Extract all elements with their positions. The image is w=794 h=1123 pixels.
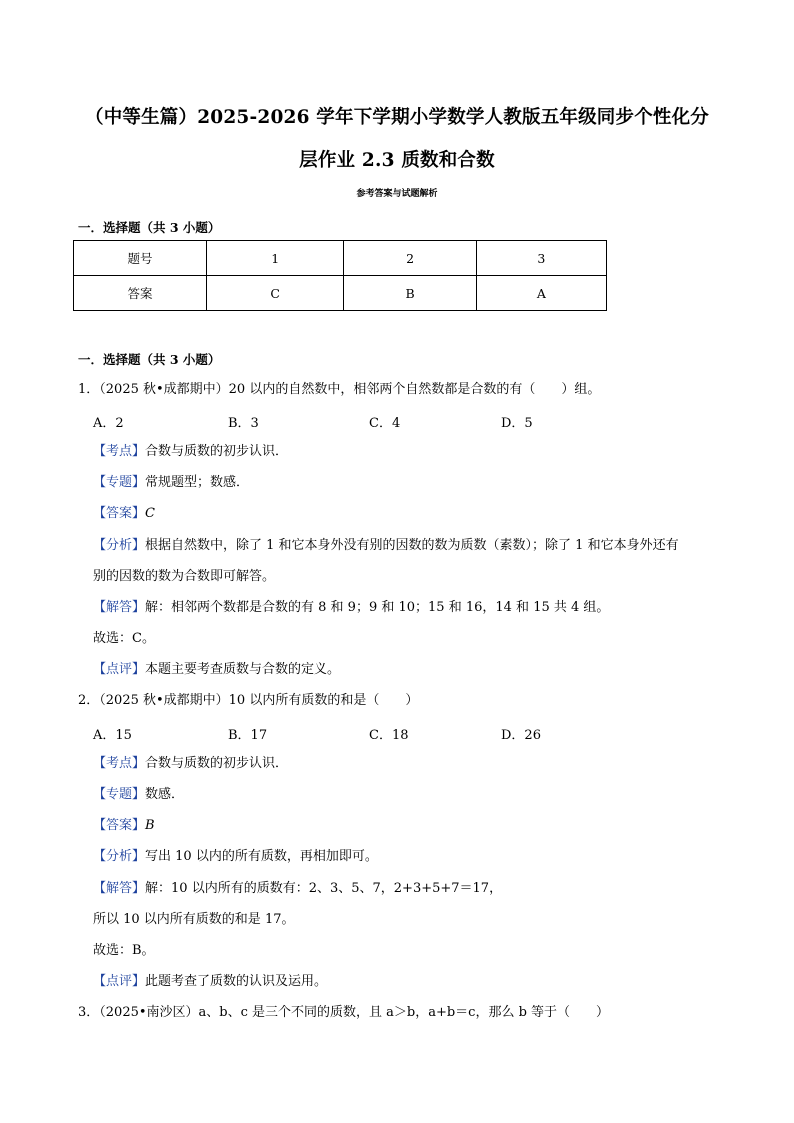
q1-option-c: C．4 bbox=[369, 416, 401, 431]
q2-fenxi-text: 写出 10 以内的所有质数，再相加即可。 bbox=[145, 849, 378, 864]
tag-kaodian: 【考点】 bbox=[93, 444, 146, 459]
tag-jieda: 【解答】 bbox=[93, 881, 146, 896]
q2-dianping bbox=[93, 973, 327, 991]
q2-dianping-text: 此题考查了质数的认识及运用。 bbox=[145, 974, 328, 989]
q2-option-d: D．26 bbox=[501, 728, 541, 743]
document-title-line2: 层作业 2.3 质数和合数 bbox=[299, 150, 495, 171]
table-cell-number: 1 bbox=[207, 241, 344, 276]
table-row bbox=[74, 276, 607, 311]
table-header-label: 题号 bbox=[74, 241, 207, 276]
question-2-stem: 2．（2025 秋•成都期中）10 以内所有质数的和是（ ） bbox=[78, 693, 419, 708]
q1-answer: C bbox=[145, 506, 155, 521]
q1-zhuanti bbox=[93, 474, 249, 492]
q2-guxuan: 故选：B。 bbox=[93, 943, 155, 958]
tag-zhuanti: 【专题】 bbox=[93, 787, 146, 802]
q2-jieda bbox=[93, 880, 502, 898]
q1-dianping-text: 本题主要考查质数与合数的定义。 bbox=[145, 662, 341, 677]
q2-jieda-text: 解：10 以内所有的质数有：2、3、5、7，2+3+5+7＝17， bbox=[145, 881, 503, 896]
section-heading: 一．选择题（共 3 小题） bbox=[78, 220, 221, 235]
q2-option-b: B．17 bbox=[228, 728, 268, 743]
table-cell-answer: C bbox=[207, 276, 344, 311]
section-heading-repeat: 一．选择题（共 3 小题） bbox=[78, 352, 221, 367]
q2-answer: B bbox=[145, 818, 155, 833]
tag-fenxi: 【分析】 bbox=[93, 849, 146, 864]
q1-kaodian bbox=[93, 443, 288, 461]
q1-jieda-text: 解：相邻两个数都是合数的有 8 和 9；9 和 10；15 和 16，14 和 15 共 4 组。 bbox=[145, 600, 610, 615]
q2-option-a: A．15 bbox=[93, 728, 132, 743]
document-title-line1: （中等生篇）2025-2026 学年下学期小学数学人教版五年级同步个性化分 bbox=[85, 107, 709, 128]
table-cell-answer: B bbox=[344, 276, 476, 311]
table-cell-number: 3 bbox=[476, 241, 606, 276]
q2-zhuanti bbox=[93, 786, 184, 804]
tag-jieda: 【解答】 bbox=[93, 600, 146, 615]
answer-table bbox=[73, 240, 607, 311]
table-cell-answer: A bbox=[476, 276, 606, 311]
q1-daan bbox=[93, 505, 155, 523]
q2-fenxi bbox=[93, 848, 378, 866]
q1-kaodian-text: 合数与质数的初步认识． bbox=[145, 444, 289, 459]
tag-dianping: 【点评】 bbox=[93, 974, 146, 989]
q1-fenxi-text-1: 根据自然数中，除了 1 和它本身外没有别的因数的数为质数（素数）；除了 1 和它本身外还有 bbox=[145, 538, 679, 553]
q1-option-a: A．2 bbox=[93, 416, 124, 431]
q2-jieda-line2: 所以 10 以内所有质数的和是 17。 bbox=[93, 912, 295, 927]
q2-zhuanti-text: 数感． bbox=[145, 787, 185, 802]
tag-fenxi: 【分析】 bbox=[93, 538, 146, 553]
question-3-stem: 3．（2025•南沙区）a、b、c 是三个不同的质数，且 a＞b，a+b＝c，那么 b 等于（ ） bbox=[78, 1005, 610, 1020]
q2-daan bbox=[93, 817, 155, 835]
table-cell-number: 2 bbox=[344, 241, 476, 276]
question-1-stem: 1．（2025 秋•成都期中）20 以内的自然数中，相邻两个自然数都是合数的有（ ）组。 bbox=[78, 382, 601, 397]
tag-daan: 【答案】 bbox=[93, 818, 146, 833]
q1-fenxi-line2: 别的因数的数为合数即可解答。 bbox=[93, 569, 276, 584]
q2-kaodian bbox=[93, 755, 288, 773]
q1-dianping bbox=[93, 661, 340, 679]
q1-guxuan: 故选：C。 bbox=[93, 631, 155, 646]
table-row bbox=[74, 241, 607, 276]
q2-option-c: C．18 bbox=[369, 728, 409, 743]
tag-daan: 【答案】 bbox=[93, 506, 146, 521]
q2-kaodian-text: 合数与质数的初步认识． bbox=[145, 756, 289, 771]
q1-jieda bbox=[93, 599, 609, 617]
document-subtitle: 参考答案与试题解析 bbox=[356, 189, 438, 199]
tag-dianping: 【点评】 bbox=[93, 662, 146, 677]
q1-option-b: B．3 bbox=[228, 416, 259, 431]
table-answer-label: 答案 bbox=[74, 276, 207, 311]
tag-kaodian: 【考点】 bbox=[93, 756, 146, 771]
q1-option-d: D．5 bbox=[501, 416, 533, 431]
tag-zhuanti: 【专题】 bbox=[93, 475, 146, 490]
q1-zhuanti-text: 常规题型；数感． bbox=[145, 475, 250, 490]
q1-fenxi bbox=[93, 537, 679, 555]
